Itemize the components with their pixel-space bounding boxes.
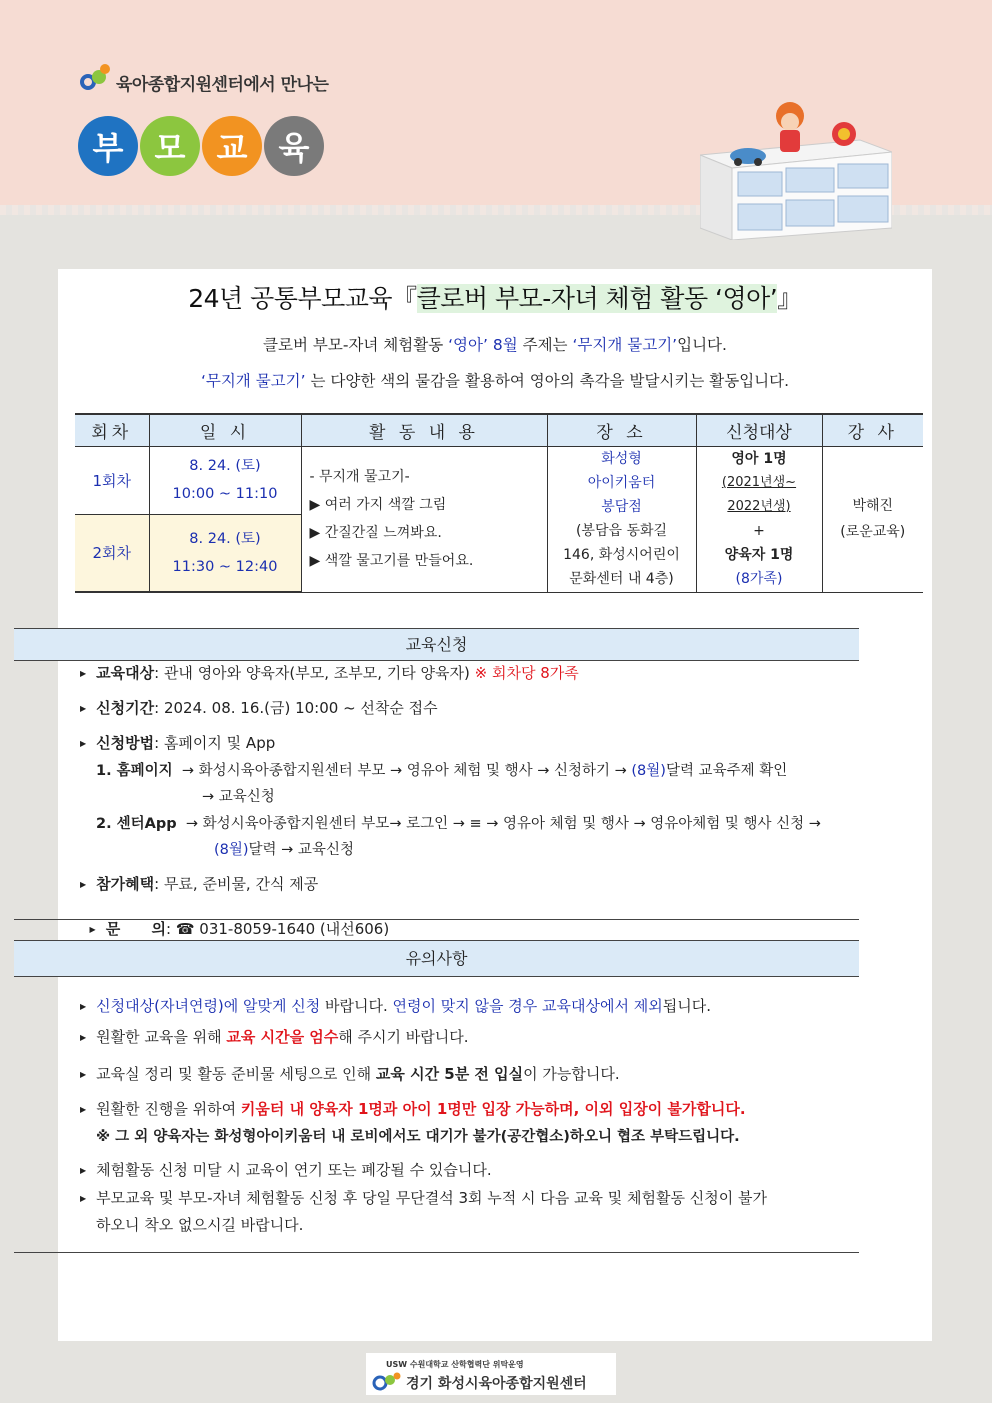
col-header: 일 시 bbox=[149, 414, 301, 446]
section-divider bbox=[14, 919, 859, 920]
note-item: ▶ 교육실 정리 및 활동 준비물 세팅으로 인해 교육 시간 5분 전 입실이 가능합니다. bbox=[80, 1065, 620, 1083]
round-time: 11:30 ~ 12:40 bbox=[172, 558, 278, 575]
toy-shelf-illustration bbox=[700, 100, 892, 240]
target-infant: 영아 1명 bbox=[731, 451, 787, 467]
note-item: ▶ 원활한 진행을 위하여 키움터 내 양육자 1명과 아이 1명만 입장 가능하며, 이외 입장이 불가합니다. bbox=[80, 1100, 746, 1118]
apply-section-heading: 교육신청 bbox=[14, 628, 859, 661]
place-cell bbox=[547, 446, 696, 592]
title-main: 클로버 부모-자녀 체험 활동 ‘영아’ bbox=[416, 284, 778, 313]
note-text: 연령이 맞지 않을 경우 교육대상에서 제외 bbox=[392, 997, 663, 1015]
intro-text: 는 다양한 색의 물감을 활용하여 영아의 촉각을 발달시키는 활동입니다. bbox=[305, 372, 790, 390]
step-text: → 화성시육아종합지원센터 부모 → 영유아 체험 및 행사 → 신청하기 → bbox=[181, 763, 632, 779]
round-label: 1회차 bbox=[75, 446, 149, 514]
field-label: 신청방법 bbox=[96, 734, 155, 752]
note-text: 체험활동 신청 미달 시 교육이 연기 또는 폐강될 수 있습니다. bbox=[96, 1161, 492, 1179]
apply-target: ▶ 교육대상: 관내 영아와 양육자(부모, 조부모, 기타 양육자) ※ 회차당 8가족 bbox=[80, 664, 579, 682]
title-prefix: 24년 공통부모교육 bbox=[188, 284, 393, 313]
apply-benefit: ▶ 참가혜택: 무료, 준비물, 간식 제공 bbox=[80, 875, 319, 893]
field-value: : 2024. 08. 16.(금) 10:00 ~ 선착순 접수 bbox=[154, 699, 438, 717]
instructor-cell bbox=[822, 446, 923, 592]
target-birth-range: 2022년생) bbox=[727, 499, 791, 514]
table-row bbox=[75, 446, 923, 514]
note-text: 됩니다. bbox=[662, 997, 711, 1015]
table-header-row bbox=[75, 414, 923, 446]
round-datetime bbox=[149, 514, 301, 592]
note-item: ▶ 신청대상(자녀연령)에 알맞게 신청 바랍니다. 연령이 맞지 않을 경우 교육대상에서 제외됩니다. bbox=[80, 997, 711, 1015]
col-header: 장 소 bbox=[547, 414, 696, 446]
note-text: 이 가능합니다. bbox=[523, 1065, 620, 1083]
field-label: 참가혜택 bbox=[96, 875, 155, 893]
col-header: 신청대상 bbox=[696, 414, 822, 446]
target-birth-range: (2021년생~ bbox=[721, 475, 797, 490]
note-text: 원활한 교육을 위해 bbox=[96, 1028, 227, 1046]
field-value: : 홈페이지 및 App bbox=[154, 734, 276, 752]
step-month: (8월) bbox=[214, 842, 249, 858]
notice-card bbox=[58, 269, 932, 1341]
badge-mo: 모 bbox=[140, 116, 200, 176]
phone-number: : ☎ 031-8059-1640 (내선606) bbox=[166, 920, 390, 938]
activity-item: ▶ 간질간질 느껴봐요. bbox=[309, 525, 442, 541]
step-label: 2. 센터App bbox=[96, 816, 177, 832]
apply-web-step-cont: → 교육신청 bbox=[202, 789, 275, 805]
col-header: 강 사 bbox=[822, 414, 923, 446]
note-subitem: ※ 그 외 양육자는 화성형아이키움터 내 로비에서도 대기가 불가(공간협소)하오니 협조 부탁드립니다. bbox=[96, 1129, 740, 1145]
center-logo bbox=[78, 64, 328, 100]
round-label: 2회차 bbox=[75, 514, 149, 592]
intro-theme: ‘무지개 물고기’ bbox=[572, 336, 678, 354]
col-header: 활 동 내 용 bbox=[301, 414, 547, 446]
field-label: 문 의 bbox=[105, 920, 167, 938]
center-logo-icon bbox=[78, 64, 114, 100]
footer-logo bbox=[366, 1353, 616, 1395]
place-name: 아이키움터 bbox=[587, 475, 656, 491]
round-datetime bbox=[149, 446, 301, 514]
schedule-table bbox=[75, 413, 923, 593]
round-date: 8. 24. (토) bbox=[189, 458, 261, 474]
note-text: 바랍니다. bbox=[320, 997, 393, 1015]
activity-item: ▶ 색깔 물고기를 만들어요. bbox=[309, 553, 474, 569]
note-text: 원활한 진행을 위하여 bbox=[96, 1100, 241, 1118]
note-item: ▶ 부모교육 및 부모-자녀 체험활동 신청 후 당일 무단결석 3회 누적 시 다음 교육 및 체험활동 신청이 불가 bbox=[80, 1189, 768, 1207]
place-name: 봉담점 bbox=[601, 499, 642, 515]
activity-item: ▶ 여러 가지 색깔 그림 bbox=[309, 497, 447, 513]
step-label: 1. 홈페이지 bbox=[96, 763, 173, 779]
step-text: 달력 교육주제 확인 bbox=[665, 763, 788, 779]
apply-period: ▶ 신청기간: 2024. 08. 16.(금) 10:00 ~ 선착순 접수 bbox=[80, 699, 438, 717]
instructor-org: (로운교육) bbox=[840, 524, 906, 540]
apply-web-step bbox=[96, 759, 787, 780]
step-month: (8월) bbox=[631, 763, 666, 779]
badge-yuk: 육 bbox=[264, 116, 324, 176]
intro-line-2 bbox=[58, 369, 932, 391]
footer-operator: USW 수원대학교 산학협력단 위탁운영 bbox=[386, 1360, 524, 1369]
round-date: 8. 24. (토) bbox=[189, 530, 261, 547]
field-note: ※ 회차당 8가족 bbox=[474, 664, 579, 682]
note-item-cont: 하오니 착오 없으시길 바랍니다. bbox=[96, 1216, 304, 1234]
page-title bbox=[58, 279, 932, 315]
target-cell bbox=[696, 446, 822, 592]
instructor-name: 박해진 bbox=[852, 498, 894, 514]
note-text: 교육 시간을 엄수 bbox=[226, 1028, 339, 1046]
note-item: ▶ 체험활동 신청 미달 시 교육이 연기 또는 폐강될 수 있습니다. bbox=[80, 1161, 492, 1179]
place-address: 문화센터 내 4층) bbox=[569, 571, 674, 587]
note-text: 교육 시간 5분 전 입실 bbox=[375, 1065, 524, 1083]
intro-text: 입니다. bbox=[677, 336, 727, 354]
place-address: (봉담읍 동화길 bbox=[575, 523, 668, 539]
field-value: : 무료, 준비물, 간식 제공 bbox=[154, 875, 319, 893]
note-text: 해 주시기 바랍니다. bbox=[338, 1028, 469, 1046]
step-text: 달력 → 교육신청 bbox=[248, 842, 354, 858]
center-logo-icon bbox=[372, 1371, 402, 1391]
apply-app-step-cont bbox=[214, 838, 354, 859]
title-close-bracket: 』 bbox=[777, 284, 802, 313]
activity-cell bbox=[301, 446, 547, 592]
footer-center-name: 경기 화성시육아종합지원센터 bbox=[406, 1376, 587, 1392]
intro-line-1 bbox=[58, 333, 932, 355]
intro-text: 클로버 부모-자녀 체험활동 bbox=[263, 336, 449, 354]
target-plus: + bbox=[753, 523, 765, 539]
place-address: 146, 화성시어린이 bbox=[563, 547, 680, 563]
intro-theme: ‘무지개 물고기’ bbox=[200, 372, 306, 390]
note-text: 부모교육 및 부모-자녀 체험활동 신청 후 당일 무단결석 3회 누적 시 다음 교육 및 체험활동 신청이 불가 bbox=[96, 1189, 768, 1207]
note-text: 신청대상(자녀연령)에 알맞게 신청 bbox=[96, 997, 321, 1015]
apply-method: ▶ 신청방법: 홈페이지 및 App bbox=[80, 734, 276, 752]
intro-month: ‘영아’ 8월 bbox=[448, 336, 518, 354]
note-text: 교육실 정리 및 활동 준비물 세팅으로 인해 bbox=[96, 1065, 376, 1083]
apply-app-step bbox=[96, 812, 821, 833]
badge-bu: 부 bbox=[78, 116, 138, 176]
target-families: (8가족) bbox=[735, 571, 783, 587]
field-value: : 관내 영아와 양육자(부모, 조부모, 기타 양육자) bbox=[154, 664, 475, 682]
note-item: ▶ 원활한 교육을 위해 교육 시간을 엄수해 주시기 바랍니다. bbox=[80, 1028, 469, 1046]
field-label: 교육대상 bbox=[96, 664, 155, 682]
section-divider bbox=[14, 1252, 859, 1253]
apply-contact: ▶ 문 의: ☎ 031-8059-1640 (내선606) bbox=[89, 920, 390, 938]
badge-gyo: 교 bbox=[202, 116, 262, 176]
target-caregiver: 양육자 1명 bbox=[724, 547, 794, 563]
round-time: 10:00 ~ 11:10 bbox=[172, 486, 278, 502]
title-badges bbox=[78, 116, 324, 176]
col-header: 회차 bbox=[75, 414, 149, 446]
header-tagline: 육아종합지원센터에서 만나는 bbox=[116, 74, 329, 95]
activity-title: - 무지개 물고기- bbox=[309, 469, 410, 485]
place-name: 화성형 bbox=[601, 451, 642, 467]
field-label: 신청기간 bbox=[96, 699, 155, 717]
step-text: → 화성시육아종합지원센터 부모→ 로그인 → ≡ → 영유아 체험 및 행사 → 영유아체험 및 행사 신청 → bbox=[185, 816, 821, 832]
note-text: 키움터 내 양육자 1명과 아이 1명만 입장 가능하며, 이외 입장이 불가합니다. bbox=[240, 1100, 746, 1118]
intro-text: 주제는 bbox=[517, 336, 573, 354]
notes-section-heading: 유의사항 bbox=[14, 940, 859, 977]
title-open-bracket: 『 bbox=[392, 284, 417, 313]
